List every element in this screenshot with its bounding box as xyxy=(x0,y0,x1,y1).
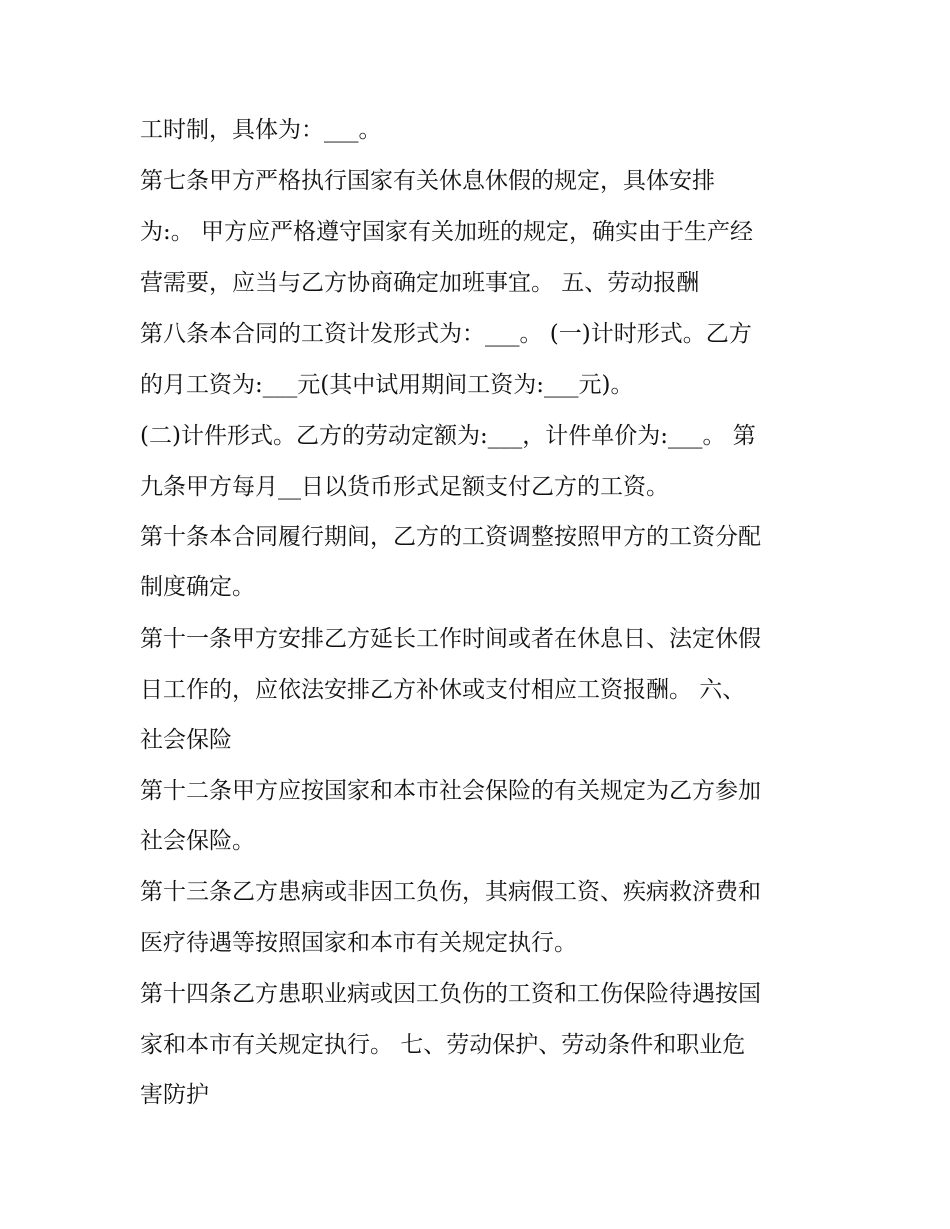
text-line: 九条甲方每月__日以货币形式足额支付乙方的工资。 xyxy=(140,474,669,500)
text-line: 第十一条甲方安排乙方延长工作时间或者在休息日、法定休假 xyxy=(140,626,761,652)
text-line: 医疗待遇等按照国家和本市有关规定执行。 xyxy=(140,930,577,956)
text-line: 害防护 xyxy=(140,1082,209,1108)
text-line: 第七条甲方严格执行国家有关休息休假的规定，具体安排 xyxy=(140,168,715,194)
text-line: 工时制，具体为：___。 xyxy=(140,117,382,143)
text-line: 社会保险 xyxy=(140,727,232,753)
text-line: 第十二条甲方应按国家和本市社会保险的有关规定为乙方参加 xyxy=(140,778,761,804)
text-line: 为:。 甲方应严格遵守国家有关加班的规定，确实由于生产经 xyxy=(140,219,754,245)
text-line: 第十条本合同履行期间，乙方的工资调整按照甲方的工资分配 xyxy=(140,524,761,550)
text-line: 制度确定。 xyxy=(140,574,255,600)
text-line: (二)计件形式。乙方的劳动定额为:___，计件单价为:___。 第 xyxy=(140,423,756,449)
text-line: 第十三条乙方患病或非因工负伤，其病假工资、疾病救济费和 xyxy=(140,879,761,905)
text-line: 第八条本合同的工资计发形式为：___。 (一)计时形式。乙方 xyxy=(140,321,752,347)
text-line: 营需要，应当与乙方协商确定加班事宜。 五、劳动报酬 xyxy=(140,270,700,296)
text-line: 第十四条乙方患职业病或因工负伤的工资和工伤保险待遇按国 xyxy=(140,981,761,1007)
text-line: 的月工资为:___元(其中试用期间工资为:___元)。 xyxy=(140,372,634,398)
text-line: 家和本市有关规定执行。 七、劳动保护、劳动条件和职业危 xyxy=(140,1032,746,1058)
text-line: 日工作的，应依法安排乙方补休或支付相应工资报酬。 六、 xyxy=(140,677,746,703)
text-line: 社会保险。 xyxy=(140,828,255,854)
